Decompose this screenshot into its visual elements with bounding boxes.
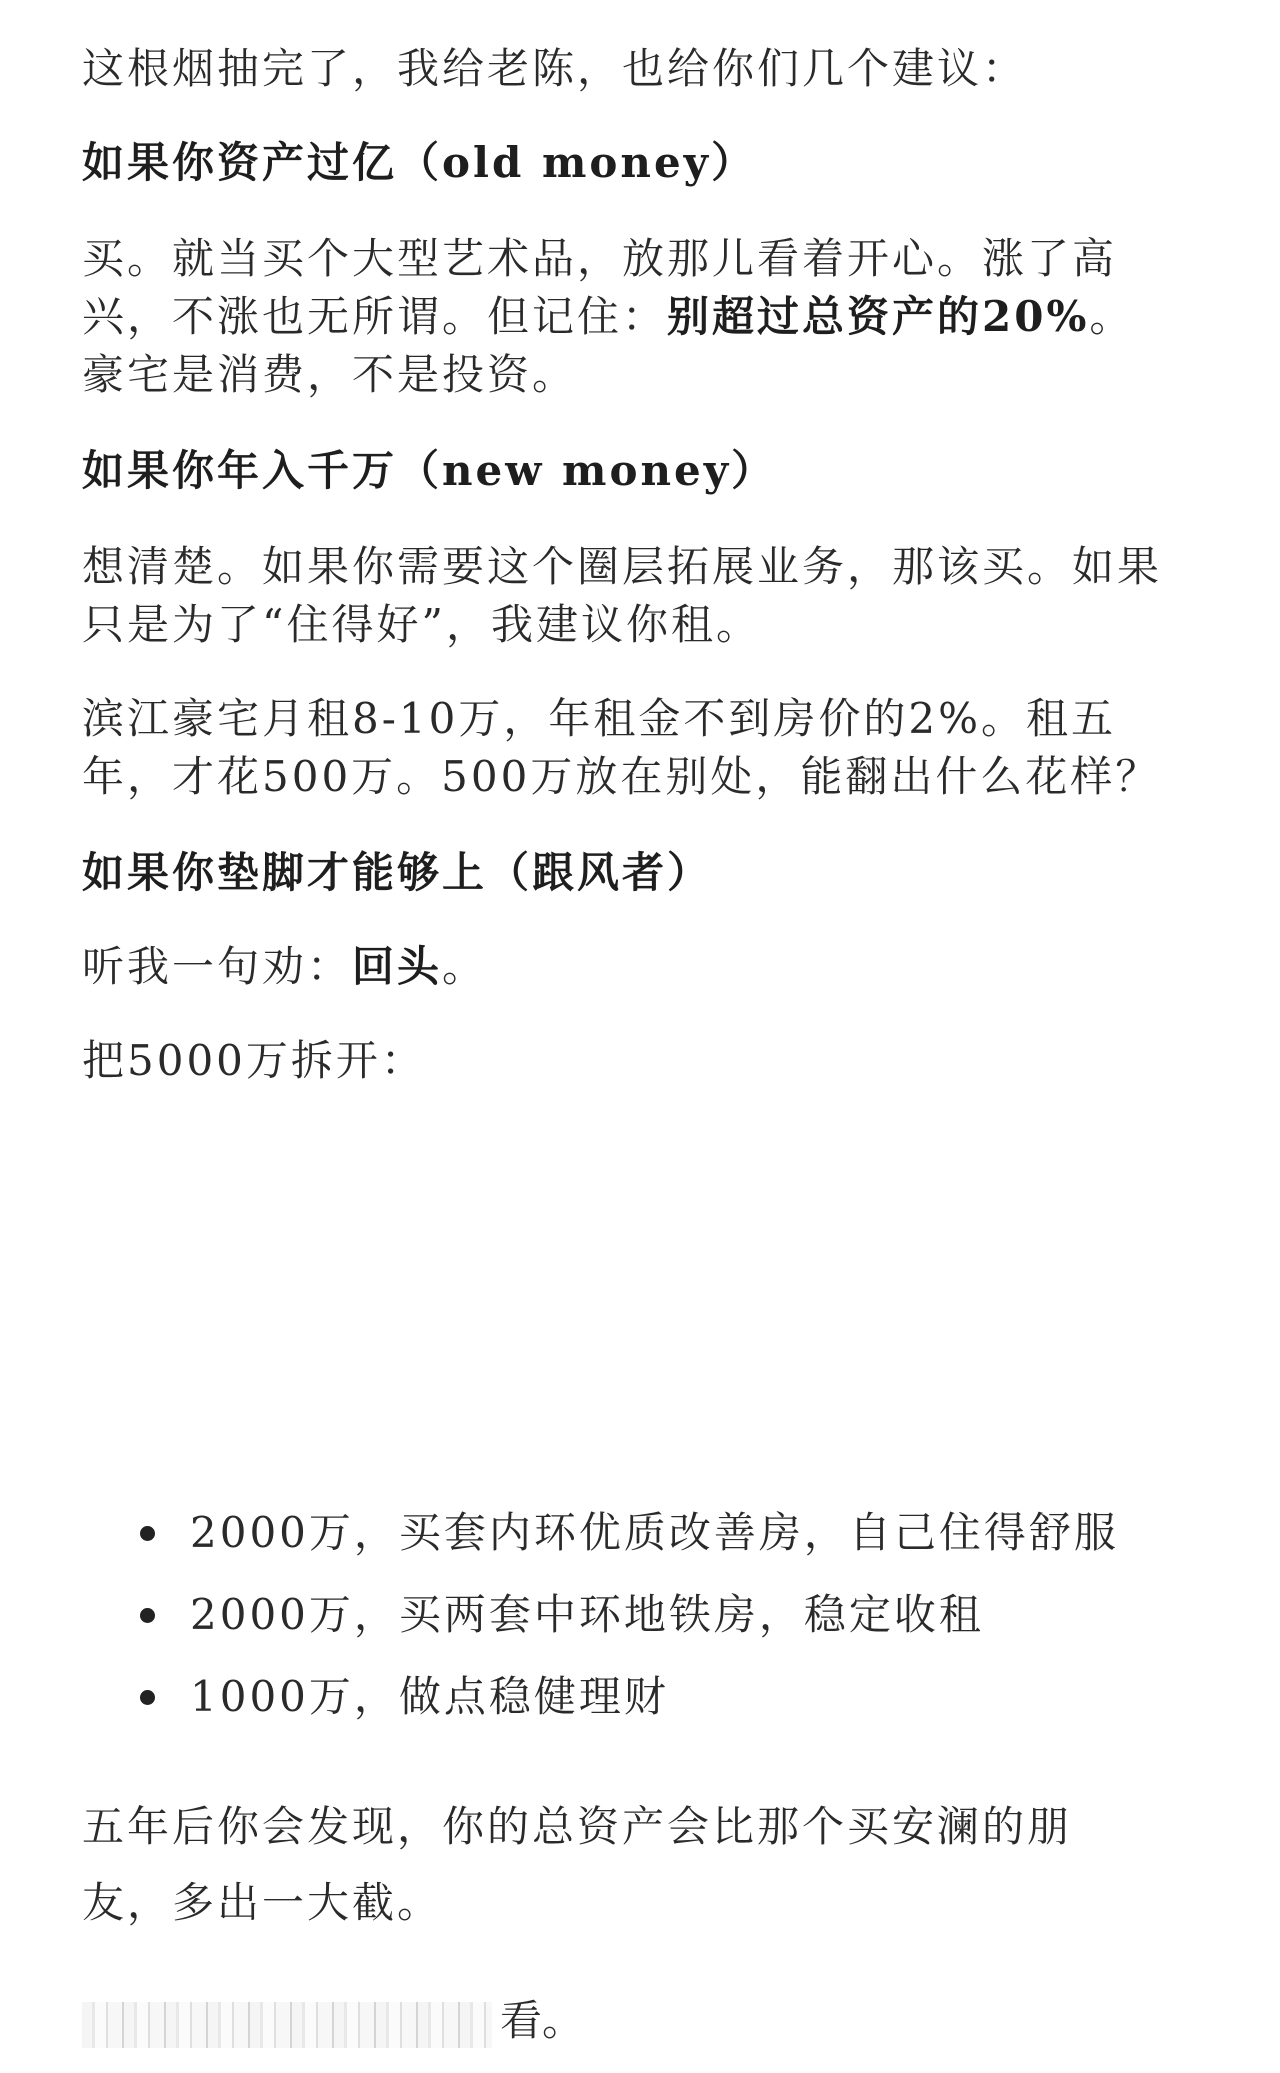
section-heading-new-money: 如果你年入千万（new money） (82, 446, 777, 495)
section1-line-2-end: 。 (1089, 292, 1135, 341)
section1-line-1: 买。就当买个大型艺术品，放那儿看着开心。涨了高 (82, 234, 1118, 283)
section3-advice-emphasis: 回头 (352, 942, 443, 991)
section1-line-3: 豪宅是消费，不是投资。 (82, 350, 578, 399)
section3-advice-text: 听我一句劝： (82, 942, 353, 991)
section2-para1-line-1: 想清楚。如果你需要这个圈层拓展业务，那该买。如果 (82, 542, 1163, 591)
allocation-list (140, 1492, 1119, 1738)
section3-split-intro: 把5000万拆开： (82, 1036, 426, 1085)
redacted-line (82, 1996, 585, 2048)
redaction-blur (82, 2002, 492, 2048)
section-heading-old-money: 如果你资产过亿（old money） (82, 138, 757, 187)
list-item-text: 2000万，买两套中环地铁房，稳定收租 (190, 1590, 984, 1639)
section2-para2-line-2: 年，才花500万。500万放在别处，能翻出什么花样？ (82, 752, 1161, 801)
conclusion-line-2: 友，多出一大截。 (82, 1878, 443, 1927)
redacted-line-tail: 看。 (500, 1996, 585, 2045)
section-heading-follower: 如果你垫脚才能够上（跟风者） (82, 848, 713, 897)
list-item-text: 1000万，做点稳健理财 (190, 1672, 669, 1721)
section1-emphasis: 别超过总资产的20% (667, 292, 1090, 341)
list-item (140, 1656, 1119, 1738)
intro-paragraph: 这根烟抽完了，我给老陈，也给你们几个建议： (82, 44, 1028, 93)
bullet-icon (140, 1526, 155, 1541)
section2-para1-line-2: 只是为了“住得好”，我建议你租。 (82, 600, 761, 649)
section3-advice (82, 928, 487, 1006)
list-item (140, 1492, 1119, 1574)
section1-line-2-text: 兴，不涨也无所谓。但记住： (82, 292, 668, 341)
bullet-icon (140, 1608, 155, 1623)
section2-para2-line-1: 滨江豪宅月租8-10万，年租金不到房价的2%。租五 (82, 694, 1116, 743)
list-item-text: 2000万，买套内环优质改善房，自己住得舒服 (190, 1508, 1119, 1557)
conclusion-line-1: 五年后你会发现，你的总资产会比那个买安澜的朋 (82, 1802, 1073, 1851)
list-item (140, 1574, 1119, 1656)
section3-advice-end: 。 (442, 942, 488, 991)
bullet-icon (140, 1690, 155, 1705)
